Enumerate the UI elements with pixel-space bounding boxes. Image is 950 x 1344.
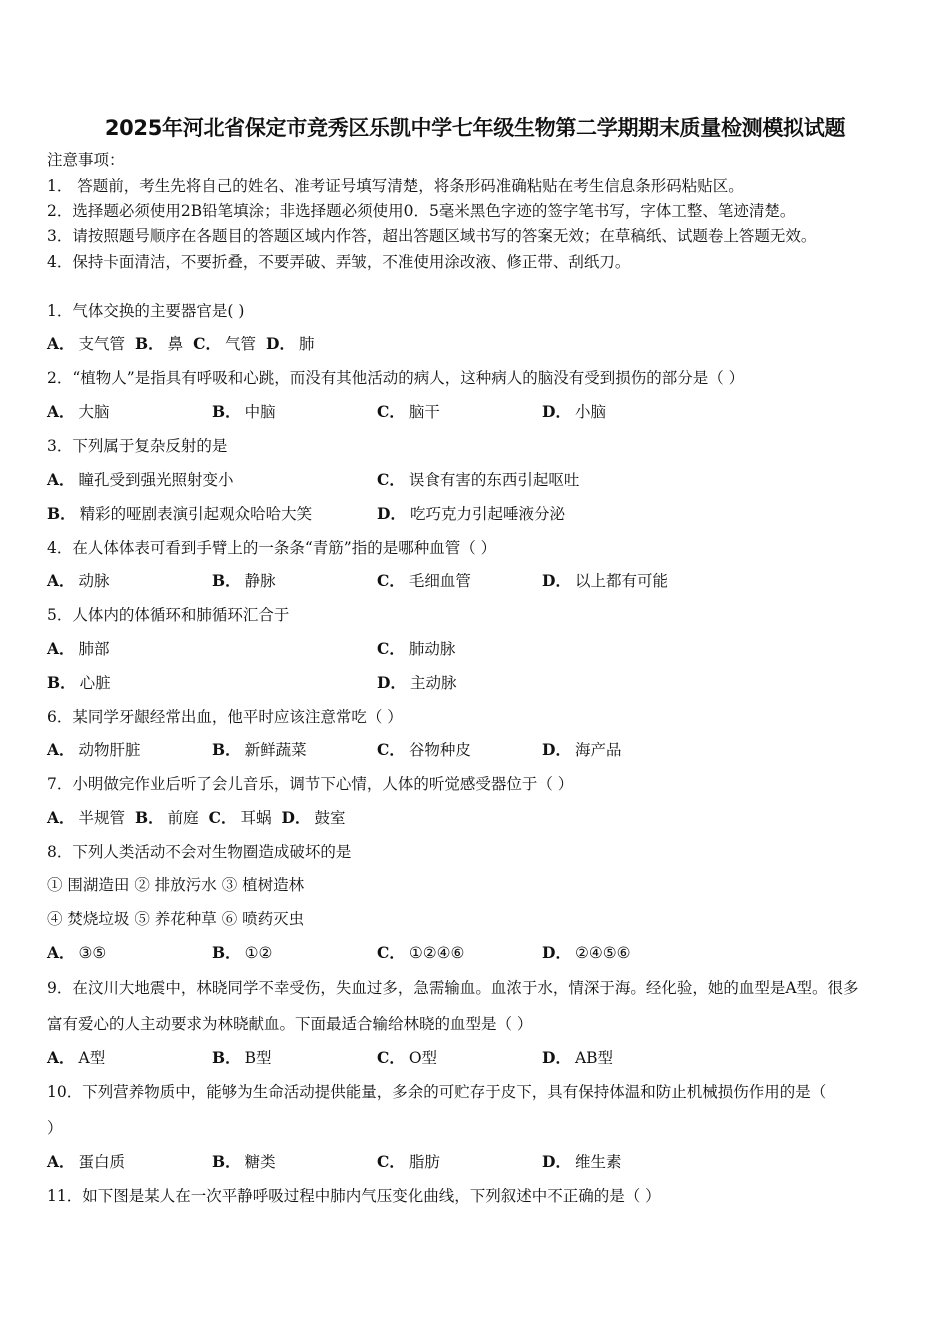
option-text: 大脑: [78, 403, 110, 421]
answer-option[interactable]: [47, 639, 110, 659]
option-label: B．: [212, 943, 241, 962]
answer-option[interactable]: [212, 740, 307, 760]
option-text: 半规管: [78, 809, 126, 827]
option-text: 肺部: [78, 640, 110, 658]
answer-option[interactable]: [542, 1048, 613, 1068]
option-text: 动脉: [78, 572, 110, 590]
option-label: B．: [135, 808, 164, 827]
answer-option[interactable]: [47, 943, 106, 963]
option-label: A．: [47, 639, 75, 658]
option-text: 前庭: [167, 809, 199, 827]
option-text: A型: [78, 1049, 106, 1067]
option-text: 静脉: [244, 572, 276, 590]
answer-option[interactable]: [47, 335, 125, 353]
answer-option[interactable]: [377, 943, 464, 963]
answer-option[interactable]: [193, 335, 256, 353]
option-text: 糖类: [244, 1153, 276, 1171]
option-label: D．: [542, 402, 571, 421]
answer-option[interactable]: [212, 571, 276, 591]
option-label: C．: [377, 402, 405, 421]
option-text: 脑干: [408, 403, 440, 421]
answer-option[interactable]: [47, 1048, 105, 1068]
option-text: 瞳孔受到强光照射变小: [78, 471, 234, 489]
question-stem: 11．如下图是某人在一次平静呼吸过程中肺内气压变化曲线，下列叙述中不正确的是（ ）: [47, 1187, 661, 1205]
option-label: A．: [47, 402, 75, 421]
option-label: A．: [47, 808, 75, 827]
option-label: D．: [542, 943, 571, 962]
question-stem: 10．下列营养物质中，能够为生命活动提供能量，多余的可贮存于皮下，具有保持体温和防止机械损伤作用的是（: [47, 1083, 827, 1101]
answer-option[interactable]: [47, 1152, 125, 1172]
answer-option[interactable]: [47, 809, 125, 827]
option-text: 蛋白质: [78, 1153, 126, 1171]
notes-heading: 注意事项：: [47, 151, 125, 169]
note-item: 3．请按照题号顺序在各题目的答题区域内作答，超出答题区域书写的答案无效；在草稿纸、试题卷上答题无效。: [47, 227, 817, 245]
option-text: 耳蜗: [240, 809, 272, 827]
option-text: 心脏: [79, 674, 111, 692]
answer-option[interactable]: [266, 335, 314, 353]
option-label: D．: [542, 571, 571, 590]
option-label: A．: [47, 470, 75, 489]
option-text: 中脑: [244, 403, 276, 421]
answer-option[interactable]: [47, 673, 111, 693]
option-text: 主动脉: [409, 674, 457, 692]
option-text: 动物肝脏: [78, 741, 141, 759]
option-text: ③⑤: [78, 944, 107, 962]
answer-option[interactable]: [377, 1152, 440, 1172]
option-text: 支气管: [78, 335, 126, 353]
option-label: D．: [377, 504, 406, 523]
answer-option[interactable]: [377, 470, 579, 490]
option-label: A．: [47, 1048, 75, 1067]
answer-option[interactable]: [47, 571, 110, 591]
option-text: AB型: [574, 1049, 614, 1067]
question-stem: 7．小明做完作业后听了会儿音乐，调节下心情，人体的听觉感受器位于（ ）: [47, 775, 574, 793]
document-title: 2025年河北省保定市竞秀区乐凯中学七年级生物第二学期期末质量检测模拟试题: [104, 116, 846, 140]
option-label: C．: [377, 1048, 405, 1067]
option-label: B．: [135, 334, 164, 353]
answer-option[interactable]: [47, 470, 234, 490]
option-text: 误食有害的东西引起呕吐: [408, 471, 580, 489]
answer-option[interactable]: [47, 504, 312, 524]
option-label: A．: [47, 943, 75, 962]
answer-option[interactable]: [377, 1048, 437, 1068]
option-text: 吃巧克力引起唾液分泌: [409, 505, 565, 523]
option-label: B．: [47, 673, 76, 692]
option-text: O型: [408, 1049, 438, 1067]
option-label: B．: [212, 571, 241, 590]
answer-option[interactable]: [47, 402, 110, 422]
option-label: C．: [377, 639, 405, 658]
option-text: ①②: [244, 944, 273, 962]
answer-options-row: [47, 808, 356, 828]
option-label: D．: [377, 673, 406, 692]
answer-option[interactable]: [47, 740, 141, 760]
option-text: 气管: [225, 335, 257, 353]
option-label: C．: [377, 470, 405, 489]
option-label: C．: [377, 943, 405, 962]
answer-option[interactable]: [135, 335, 183, 353]
answer-option[interactable]: [377, 740, 471, 760]
option-label: B．: [212, 402, 241, 421]
option-label: A．: [47, 740, 75, 759]
answer-option[interactable]: [377, 504, 565, 524]
answer-option[interactable]: [542, 571, 668, 591]
answer-options-row: [47, 334, 325, 354]
answer-option[interactable]: [377, 639, 455, 659]
question-stem: 9．在汶川大地震中，林晓同学不幸受伤，失血过多，急需输血。血浓于水，情深于海。经化验，她的血型是A型。很多: [47, 979, 859, 997]
option-label: D．: [542, 1048, 571, 1067]
option-text: 小脑: [574, 403, 606, 421]
question-stem: 5．人体内的体循环和肺循环汇合于: [47, 606, 290, 624]
option-text: 海产品: [574, 741, 622, 759]
option-label: C．: [377, 740, 405, 759]
option-label: D．: [281, 808, 311, 827]
option-label: D．: [542, 1152, 571, 1171]
answer-option[interactable]: [377, 571, 471, 591]
option-label: D．: [542, 740, 571, 759]
question-stem: 4．在人体体表可看到手臂上的一条条“青筋”指的是哪种血管（ ）: [47, 539, 497, 557]
option-text: ②④⑤⑥: [574, 944, 631, 962]
answer-option[interactable]: [212, 1152, 276, 1172]
answer-option[interactable]: [542, 943, 631, 963]
question-choice-list: ① 围湖造田 ② 排放污水 ③ 植树造林: [47, 876, 305, 894]
answer-option[interactable]: [542, 402, 606, 422]
question-stem: 6．某同学牙龈经常出血，他平时应该注意常吃（ ）: [47, 708, 403, 726]
option-text: 鼻: [167, 335, 184, 353]
note-item: 1． 答题前，考生先将自己的姓名、准考证号填写清楚，将条形码准确粘贴在考生信息条形码粘贴区。: [47, 177, 744, 195]
answer-option[interactable]: [212, 1048, 272, 1068]
question-stem-continued: ）: [47, 1119, 63, 1137]
option-text: 肺: [298, 335, 315, 353]
option-label: B．: [212, 740, 241, 759]
answer-option[interactable]: [542, 1152, 621, 1172]
answer-option[interactable]: [212, 402, 276, 422]
option-text: 肺动脉: [408, 640, 456, 658]
option-text: 维生素: [574, 1153, 622, 1171]
answer-option[interactable]: [377, 402, 440, 422]
option-label: D．: [266, 334, 295, 353]
question-stem: 1．气体交换的主要器官是( ): [47, 302, 245, 320]
answer-option[interactable]: [542, 740, 621, 760]
option-text: 鼓室: [314, 809, 346, 827]
note-item: 4．保持卡面清洁，不要折叠，不要弄破、弄皱，不准使用涂改液、修正带、刮纸刀。: [47, 253, 631, 271]
option-label: A．: [47, 1152, 75, 1171]
option-label: C．: [193, 334, 222, 353]
option-text: 精彩的哑剧表演引起观众哈哈大笑: [79, 505, 313, 523]
question-choice-list: ④ 焚烧垃圾 ⑤ 养花种草 ⑥ 喷药灭虫: [47, 910, 305, 928]
option-label: B．: [212, 1048, 241, 1067]
option-text: B型: [244, 1049, 272, 1067]
option-text: 谷物种皮: [408, 741, 471, 759]
option-text: 以上都有可能: [574, 572, 668, 590]
option-label: A．: [47, 334, 75, 353]
answer-option[interactable]: [282, 809, 346, 827]
note-item: 2．选择题必须使用2B铅笔填涂；非选择题必须使用0．5毫米黑色字迹的签字笔书写，字体工整、笔迹清楚。: [47, 202, 796, 220]
option-label: C．: [377, 571, 405, 590]
option-text: 毛细血管: [408, 572, 471, 590]
option-label: C．: [377, 1152, 405, 1171]
question-stem: 8．下列人类活动不会对生物圈造成破坏的是: [47, 843, 352, 861]
question-stem: 3．下列属于复杂反射的是: [47, 437, 228, 455]
option-text: ①②④⑥: [408, 944, 465, 962]
option-label: B．: [47, 504, 76, 523]
answer-option[interactable]: [377, 673, 456, 693]
option-label: A．: [47, 571, 75, 590]
option-text: 脂肪: [408, 1153, 440, 1171]
answer-option[interactable]: [212, 943, 272, 963]
option-text: 新鲜蔬菜: [244, 741, 307, 759]
question-stem-continued: 富有爱心的人主动要求为林晓献血。下面最适合输给林晓的血型是（ ）: [47, 1015, 533, 1033]
answer-option[interactable]: [135, 809, 199, 827]
answer-option[interactable]: [209, 809, 272, 827]
question-stem: 2．“植物人”是指具有呼吸和心跳，而没有其他活动的病人，这种病人的脑没有受到损伤的部分是（ ）: [47, 369, 745, 387]
option-label: B．: [212, 1152, 241, 1171]
option-label: C．: [208, 808, 237, 827]
